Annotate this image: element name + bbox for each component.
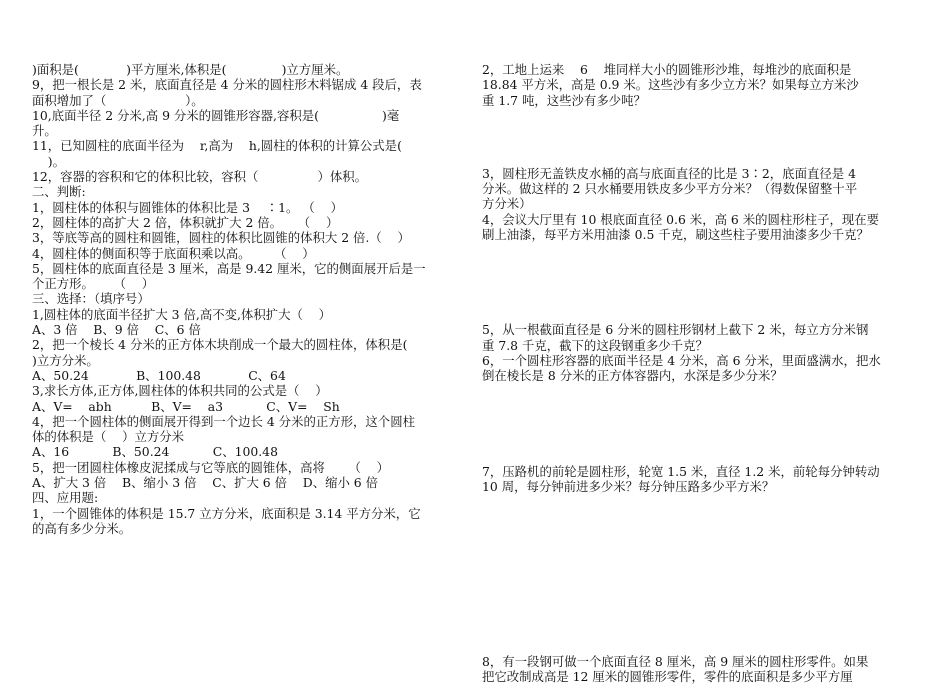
- text-line: 10 周，每分钟前进多少米？每分钟压路多少平方米？: [482, 478, 775, 494]
- text-line: 5，从一根截面直径是 6 分米的圆柱形钢材上截下 2 米，每立方分米钢: [482, 322, 869, 338]
- answer-space: [482, 242, 918, 322]
- text-line: 重 7.8 千克，截下的这段钢重多少千克？: [482, 337, 708, 353]
- text-line: 18.84 平方米，高是 0.9 米。这些沙有多少立方米？如果每立方米沙: [482, 77, 859, 93]
- text-line: A、16 B、50.24 C、100.48: [32, 444, 278, 460]
- text-line: 刷上油漆，每平方米用油漆 0.5 千克，刷这些柱子要用油漆多少千克？: [482, 227, 869, 243]
- text-line: 的高有多少分米。: [32, 520, 132, 536]
- text-line: 个正方形。 （ ）: [32, 276, 155, 292]
- text-line: 10,底面半径 2 分米,高 9 分米的圆锥形容器,容积是( )毫: [32, 107, 400, 123]
- answer-space: [482, 384, 918, 464]
- text-line: 7，压路机的前轮是圆柱形，轮宽 1.5 米，直径 1.2 米，前轮每分钟转动: [482, 463, 880, 479]
- question-4: [482, 212, 918, 243]
- text-line: 4，圆柱体的侧面积等于底面积乘以高。 （ ）: [32, 245, 315, 261]
- text-line: 把它改制成高是 12 厘米的圆锥形零件，零件的底面积是多少平方厘: [482, 669, 853, 685]
- text-line: 5，圆柱体的底面直径是 3 厘米，高是 9.42 厘米，它的侧面展开后是一: [32, 260, 426, 276]
- text-line: 1,圆柱体的底面半径扩大 3 倍,高不变,体积扩大（ ）: [32, 306, 332, 322]
- text-line: 方分米）: [482, 196, 532, 212]
- answer-space: [482, 574, 918, 654]
- text-line: )。: [32, 153, 65, 169]
- choice-heading: 三、选择：（填序号）: [32, 291, 150, 307]
- text-line: 6，一个圆柱形容器的底面半径是 4 分米，高 6 分米，里面盛满水，把水: [482, 352, 881, 368]
- text-line: 2，圆柱体的高扩大 2 倍，体积就扩大 2 倍。 （ ）: [32, 214, 339, 230]
- question-7: [482, 464, 918, 495]
- text-line: 11，已知圆柱的底面半径为 r,高为 h,圆柱的体积的计算公式是(: [32, 138, 402, 154]
- apply-section: [32, 506, 468, 537]
- apply-heading: 四、应用题:: [32, 490, 99, 506]
- text-line: 倒在棱长是 8 分米的正方体容器内，水深是多少分米？: [482, 368, 783, 384]
- judge-section: [32, 200, 468, 292]
- text-line: 体的体积是（ ）立方分米: [32, 429, 185, 445]
- text-line: 升。: [32, 123, 57, 139]
- choice-section: [32, 307, 468, 491]
- text-line: 分米。做这样的 2 只水桶要用铁皮多少平方分米？（得数保留整十平: [482, 181, 858, 197]
- judge-heading: 二、判断:: [32, 184, 86, 200]
- text-line: 2，工地上运来 6 堆同样大小的圆锥形沙堆，每堆沙的底面积是: [482, 62, 852, 77]
- text-line: )立方分米。: [32, 352, 99, 368]
- text-line: 4，会议大厅里有 10 根底面直径 0.6 米，高 6 米的圆柱形柱子，现在要: [482, 211, 880, 227]
- text-line: A、扩大 3 倍 B、缩小 3 倍 C、扩大 6 倍 D、缩小 6 倍: [32, 475, 379, 491]
- question-6: [482, 353, 918, 384]
- text-line: 9，把一根长是 2 米，底面直径是 4 分米的圆柱形木料锯成 4 段后，表: [32, 77, 422, 93]
- fill-in-section: [32, 62, 468, 184]
- text-line: 重 1.7 吨，这些沙有多少吨？: [482, 92, 646, 108]
- text-line: 1，一个圆锥体的体积是 15.7 立方分米，底面积是 3.14 平方分米，它: [32, 505, 421, 521]
- text-line: 2，把一个棱长 4 分米的正方体木块削成一个最大的圆柱体，体积是(: [32, 337, 408, 353]
- text-line: 12，容器的容积和它的体积比较，容积（ ）体积。: [32, 169, 368, 185]
- text-line: )面积是( )平方厘米,体积是( )立方厘米。: [32, 62, 349, 77]
- text-line: 1，圆柱体的体积与圆锥体的体积比是 3 ∶1。 （ ）: [32, 199, 343, 215]
- text-line: 8，有一段钢可做一个底面直径 8 厘米，高 9 厘米的圆柱形零件。如果: [482, 654, 869, 670]
- question-2: [482, 62, 918, 108]
- text-line: 5，把一团圆柱体橡皮泥揉成与它等底的圆锥体，高将 （ ）: [32, 459, 390, 475]
- text-line: 3，等底等高的圆柱和圆锥，圆柱的体积比圆锥的体积大 2 倍.（ ）: [32, 230, 410, 246]
- answer-space: [482, 108, 918, 166]
- right-column: [482, 62, 918, 685]
- question-8: [482, 654, 918, 685]
- text-line: A、50.24 B、100.48 C、64: [32, 367, 286, 383]
- text-line: 3，圆柱形无盖铁皮水桶的高与底面直径的比是 3∶2，底面直径是 4: [482, 165, 856, 181]
- answer-space: [482, 494, 918, 574]
- text-line: A、V= abh B、V= a3 C、V= Sh: [32, 398, 340, 414]
- question-3: [482, 166, 918, 212]
- left-column: [32, 62, 468, 536]
- text-line: 面积增加了（ ）。: [32, 92, 204, 108]
- text-line: A、3 倍 B、9 倍 C、6 倍: [32, 322, 201, 338]
- text-line: 4，把一个圆柱体的侧面展开得到一个边长 4 分米的正方形，这个圆柱: [32, 413, 415, 429]
- question-5: [482, 322, 918, 353]
- text-line: 3,求长方体,正方体,圆柱体的体积共同的公式是（ ）: [32, 383, 328, 399]
